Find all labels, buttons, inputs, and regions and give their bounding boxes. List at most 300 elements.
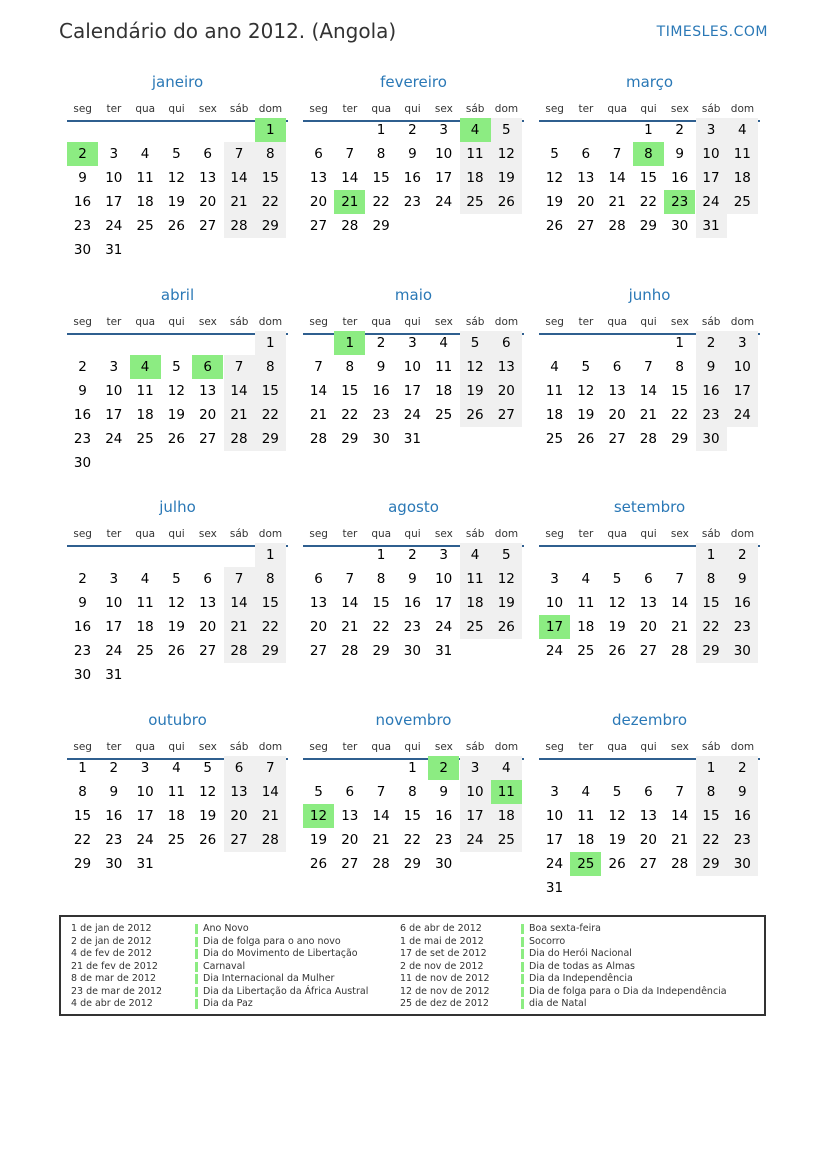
month-julho [67,498,288,698]
day-cell: 7 [224,567,255,591]
month-name: fevereiro [380,73,447,91]
day-cell: 2 [727,756,758,780]
day-cell: 18 [577,832,595,848]
day-cell: 31 [136,856,154,872]
day-cell: 19 [491,591,522,615]
day-cell: 23 [372,407,390,423]
weekday-header: ter [106,528,122,540]
day-cell: 11 [136,383,154,399]
day-cell: 27 [199,643,217,659]
day-cell: 4 [172,760,181,776]
day-cell: 3 [109,571,119,587]
day-cell: 30 [73,242,92,258]
weekday-header: ter [106,741,122,753]
month-name: setembro [613,498,686,516]
weekday-header: sex [670,528,689,540]
day-cell: 29 [671,431,689,447]
day-cell: 27 [309,218,328,234]
day-cell: 19 [608,619,626,635]
weekday-header: dom [258,316,283,328]
legend-date: 21 de fev de 2012 [71,960,158,972]
legend-holiday-label: Dia da Paz [203,998,253,1009]
day-cell: 24 [105,643,123,659]
day-cell: 6 [203,571,212,587]
day-cell: 23 [696,403,727,427]
day-cell: 28 [372,856,390,872]
holiday-day-cell: 8 [633,142,664,166]
holiday-color-marker [195,924,198,934]
legend-date: 6 de abr de 2012 [400,923,482,934]
month-novembro [303,711,524,911]
day-cell: 29 [341,431,359,447]
day-cell: 11 [460,567,491,591]
legend-holiday-name [521,961,727,974]
legend-holiday-label: Boa sexta-feira [529,923,601,934]
day-cell: 14 [608,170,626,186]
day-cell: 13 [224,780,255,804]
legend-holiday-label: Socorro [529,935,566,947]
day-cell: 25 [460,615,491,639]
day-cell: 28 [608,218,626,234]
weekday-header: qua [371,741,392,753]
day-cell: 28 [341,218,359,234]
day-cell: 15 [255,591,286,615]
day-cell: 26 [577,431,595,447]
weekday-header: qui [168,741,185,753]
legend-holiday-name [195,961,368,974]
day-cell: 24 [545,856,564,872]
day-cell: 4 [140,146,150,162]
day-cell: 8 [408,784,417,800]
day-cell: 15 [255,379,286,403]
day-cell: 25 [545,431,564,447]
day-cell: 18 [136,407,154,423]
holiday-color-marker [195,937,198,947]
day-cell: 29 [255,427,286,451]
day-cell: 8 [376,571,386,587]
month-setembro [539,498,760,698]
page-title: Calendário do ano 2012. (Angola) [59,19,397,43]
legend-holiday-label: Dia Internacional da Mulher [203,973,335,984]
day-cell: 27 [309,643,328,659]
weekday-header: sáb [701,103,721,115]
day-cell: 17 [727,379,758,403]
weekday-header: seg [73,103,92,115]
weekday-header: ter [342,316,358,328]
month-name: janeiro [151,73,204,91]
day-cell: 5 [172,571,181,587]
day-cell: 12 [608,595,626,611]
day-cell: 23 [403,619,421,635]
month-abril [67,286,288,486]
day-cell: 3 [140,760,150,776]
day-cell: 22 [73,832,92,848]
day-cell: 6 [203,146,212,162]
day-cell: 5 [491,118,522,142]
day-cell: 28 [671,643,689,659]
day-cell: 26 [167,218,185,234]
legend-holiday-label: Ano Novo [203,923,249,934]
day-cell: 27 [199,431,217,447]
weekday-header: sex [434,528,453,540]
day-cell: 28 [224,214,255,238]
day-cell: 30 [727,639,758,663]
weekday-header: ter [342,103,358,115]
day-cell: 8 [675,359,684,375]
legend-dates-right [400,923,490,1011]
weekday-header: dom [494,741,519,753]
day-cell: 20 [491,379,522,403]
day-cell: 9 [696,355,727,379]
day-cell: 1 [255,543,286,567]
legend-holiday-name [521,936,727,949]
day-cell: 24 [403,407,421,423]
day-cell: 23 [105,832,123,848]
day-cell: 17 [105,407,123,423]
weekday-header: sáb [701,741,721,753]
day-cell: 15 [671,383,689,399]
day-cell: 13 [491,355,522,379]
day-cell: 20 [224,804,255,828]
day-cell: 22 [372,194,390,210]
day-cell: 23 [73,218,92,234]
day-cell: 17 [545,832,564,848]
holiday-color-marker [521,937,524,947]
day-cell: 14 [255,780,286,804]
day-cell: 19 [577,407,595,423]
legend-holiday-name [521,948,727,961]
day-cell: 12 [491,567,522,591]
day-cell: 5 [172,359,181,375]
day-cell: 11 [435,359,453,375]
day-cell: 27 [639,643,657,659]
day-cell: 20 [199,407,217,423]
month-name: junho [628,286,671,304]
weekday-header: qua [135,103,156,115]
day-cell: 15 [341,383,359,399]
weekday-header: ter [106,103,122,115]
month-agosto [303,498,524,698]
day-cell: 11 [577,808,595,824]
day-cell: 5 [203,760,212,776]
day-cell: 23 [727,615,758,639]
day-cell: 2 [109,760,119,776]
legend-date: 2 de nov de 2012 [400,960,484,972]
day-cell: 2 [675,122,684,138]
day-cell: 6 [644,784,653,800]
day-cell: 10 [727,355,758,379]
weekday-header: qua [135,741,156,753]
holiday-color-marker [195,949,198,959]
day-cell: 10 [545,808,564,824]
weekday-header: sex [670,316,689,328]
day-cell: 3 [460,756,491,780]
month-dezembro [539,711,760,911]
weekday-header: sáb [701,528,721,540]
day-cell: 20 [639,619,657,635]
weekday-header: sáb [465,741,485,753]
weekday-header: sex [670,103,689,115]
weekday-header: dom [494,103,519,115]
day-cell: 21 [671,832,689,848]
day-cell: 3 [439,547,448,563]
month-fevereiro [303,73,524,273]
day-cell: 21 [639,407,657,423]
legend-holiday-label: Dia da Libertação da África Austral [203,985,369,997]
month-outubro [67,711,288,911]
day-cell: 23 [435,832,453,848]
day-cell: 29 [255,639,286,663]
weekday-header: seg [73,741,92,753]
legend-date: 1 de jan de 2012 [71,923,152,934]
day-cell: 21 [255,804,286,828]
weekday-header: ter [106,316,122,328]
weekday-header: qua [371,316,392,328]
day-cell: 16 [73,619,92,635]
weekday-header: qui [640,741,657,753]
day-cell: 22 [255,190,286,214]
day-cell: 1 [78,760,87,776]
weekday-header: qua [607,316,628,328]
weekday-header: ter [342,528,358,540]
day-cell: 13 [309,595,328,611]
day-cell: 15 [696,591,727,615]
weekday-header: sáb [229,103,249,115]
legend-holiday-name [195,986,368,999]
day-cell: 21 [341,619,359,635]
day-cell: 9 [78,170,87,186]
holiday-color-marker [195,974,198,984]
day-cell: 30 [105,856,123,872]
day-cell: 16 [403,170,421,186]
holiday-color-marker [195,987,198,997]
day-cell: 26 [608,856,626,872]
day-cell: 7 [376,784,386,800]
day-cell: 14 [309,383,328,399]
day-cell: 18 [577,619,595,635]
day-cell: 10 [105,595,123,611]
legend-holiday-label: Dia do Herói Nacional [529,948,632,959]
weekday-header: dom [730,528,755,540]
day-cell: 17 [105,194,123,210]
day-cell: 5 [550,146,559,162]
day-cell: 23 [73,431,92,447]
day-cell: 28 [671,856,689,872]
day-cell: 24 [105,431,123,447]
legend-holiday-label: Dia de folga para o Dia da Independência [529,985,727,997]
day-cell: 2 [78,359,87,375]
day-cell: 4 [581,571,591,587]
day-cell: 18 [460,166,491,190]
day-cell: 16 [73,194,92,210]
weekday-header: qui [168,103,185,115]
day-cell: 30 [73,455,92,471]
day-cell: 12 [167,170,185,186]
day-cell: 3 [408,335,417,351]
day-cell: 24 [136,832,154,848]
day-cell: 26 [545,218,564,234]
weekday-header: sáb [229,741,249,753]
day-cell: 29 [73,856,92,872]
holiday-color-marker [521,949,524,959]
day-cell: 4 [550,359,559,375]
weekday-header: sáb [465,103,485,115]
day-cell: 1 [644,122,653,138]
day-cell: 27 [341,856,359,872]
day-cell: 9 [408,571,417,587]
weekday-header: ter [578,528,594,540]
day-cell: 12 [199,784,217,800]
day-cell: 2 [408,122,417,138]
weekday-header: seg [309,528,328,540]
day-cell: 19 [545,194,564,210]
day-cell: 14 [639,383,657,399]
day-cell: 5 [314,784,323,800]
legend-holiday-label: Dia de folga para o ano novo [203,935,341,947]
month-name: julho [159,498,196,516]
day-cell: 5 [460,331,491,355]
legend-holiday-name [521,973,727,986]
holiday-color-marker [195,999,198,1009]
day-cell: 1 [408,760,417,776]
day-cell: 16 [727,804,758,828]
day-cell: 24 [105,218,123,234]
weekday-header: ter [342,741,358,753]
day-cell: 11 [136,170,154,186]
day-cell: 3 [696,118,727,142]
weekday-header: sáb [701,316,721,328]
legend-holiday-label: Dia de todas as Almas [529,960,636,972]
day-cell: 31 [545,880,564,896]
day-cell: 11 [727,142,758,166]
day-cell: 11 [545,383,564,399]
day-cell: 20 [309,194,328,210]
day-cell: 22 [255,403,286,427]
legend-holiday-label: dia de Natal [529,998,587,1009]
day-cell: 30 [403,643,421,659]
day-cell: 15 [403,808,421,824]
day-cell: 25 [491,828,522,852]
legend-dates-left [71,923,162,1011]
day-cell: 15 [372,170,390,186]
day-cell: 9 [78,383,87,399]
month-janeiro [67,73,288,273]
weekday-header: qui [404,103,421,115]
day-cell: 3 [109,146,119,162]
day-cell: 18 [727,166,758,190]
weekday-header: dom [258,528,283,540]
holiday-color-marker [521,974,524,984]
day-cell: 25 [136,218,154,234]
holiday-day-cell: 12 [303,804,334,828]
weekday-header: sex [198,316,217,328]
day-cell: 27 [224,828,255,852]
day-cell: 11 [577,595,595,611]
day-cell: 1 [696,756,727,780]
day-cell: 31 [435,643,453,659]
day-cell: 6 [345,784,355,800]
day-cell: 24 [545,643,564,659]
day-cell: 29 [696,852,727,876]
day-cell: 16 [671,170,689,186]
weekday-header: seg [309,741,328,753]
day-cell: 14 [372,808,390,824]
day-cell: 4 [460,543,491,567]
day-cell: 8 [78,784,87,800]
day-cell: 26 [491,615,522,639]
day-cell: 26 [167,643,185,659]
day-cell: 4 [727,118,758,142]
weekday-header: qua [607,528,628,540]
legend-date: 8 de mar de 2012 [71,973,157,984]
day-cell: 21 [608,194,626,210]
weekday-header: qua [135,528,156,540]
day-cell: 20 [608,407,626,423]
day-cell: 3 [109,359,119,375]
weekday-header: ter [578,103,594,115]
day-cell: 31 [105,667,123,683]
legend-date: 1 de mai de 2012 [400,935,484,947]
day-cell: 20 [577,194,595,210]
day-cell: 27 [491,403,522,427]
day-cell: 13 [309,170,328,186]
day-cell: 10 [105,383,123,399]
weekday-header: seg [73,316,92,328]
day-cell: 9 [439,784,448,800]
weekday-header: qui [404,741,421,753]
holiday-color-marker [195,962,198,972]
day-cell: 2 [408,547,417,563]
weekday-header: dom [730,316,755,328]
day-cell: 14 [224,379,255,403]
day-cell: 26 [491,190,522,214]
day-cell: 19 [167,194,185,210]
day-cell: 5 [612,784,622,800]
day-cell: 16 [696,379,727,403]
month-name: abril [160,286,195,304]
day-cell: 21 [309,407,328,423]
day-cell: 18 [136,619,154,635]
weekday-header: sex [670,741,689,753]
day-cell: 23 [403,194,421,210]
day-cell: 7 [255,756,286,780]
day-cell: 6 [491,331,522,355]
day-cell: 8 [255,567,286,591]
legend-date: 2 de jan de 2012 [71,935,152,947]
weekday-header: sex [198,103,217,115]
day-cell: 25 [435,407,453,423]
legend-date: 4 de fev de 2012 [71,948,152,959]
day-cell: 20 [199,619,217,635]
day-cell: 21 [671,619,689,635]
weekday-header: seg [73,528,92,540]
day-cell: 9 [109,784,119,800]
day-cell: 27 [608,431,626,447]
day-cell: 4 [140,571,150,587]
legend-names-right [521,923,727,1011]
weekday-header: dom [258,103,283,115]
day-cell: 17 [696,166,727,190]
weekday-header: sáb [465,528,485,540]
site-logo-link[interactable]: TIMESLES.COM [656,24,768,40]
day-cell: 26 [608,643,626,659]
day-cell: 21 [224,403,255,427]
day-cell: 15 [372,595,390,611]
weekday-header: qui [640,316,657,328]
day-cell: 17 [460,804,491,828]
day-cell: 30 [372,431,390,447]
weekday-header: sex [198,741,217,753]
